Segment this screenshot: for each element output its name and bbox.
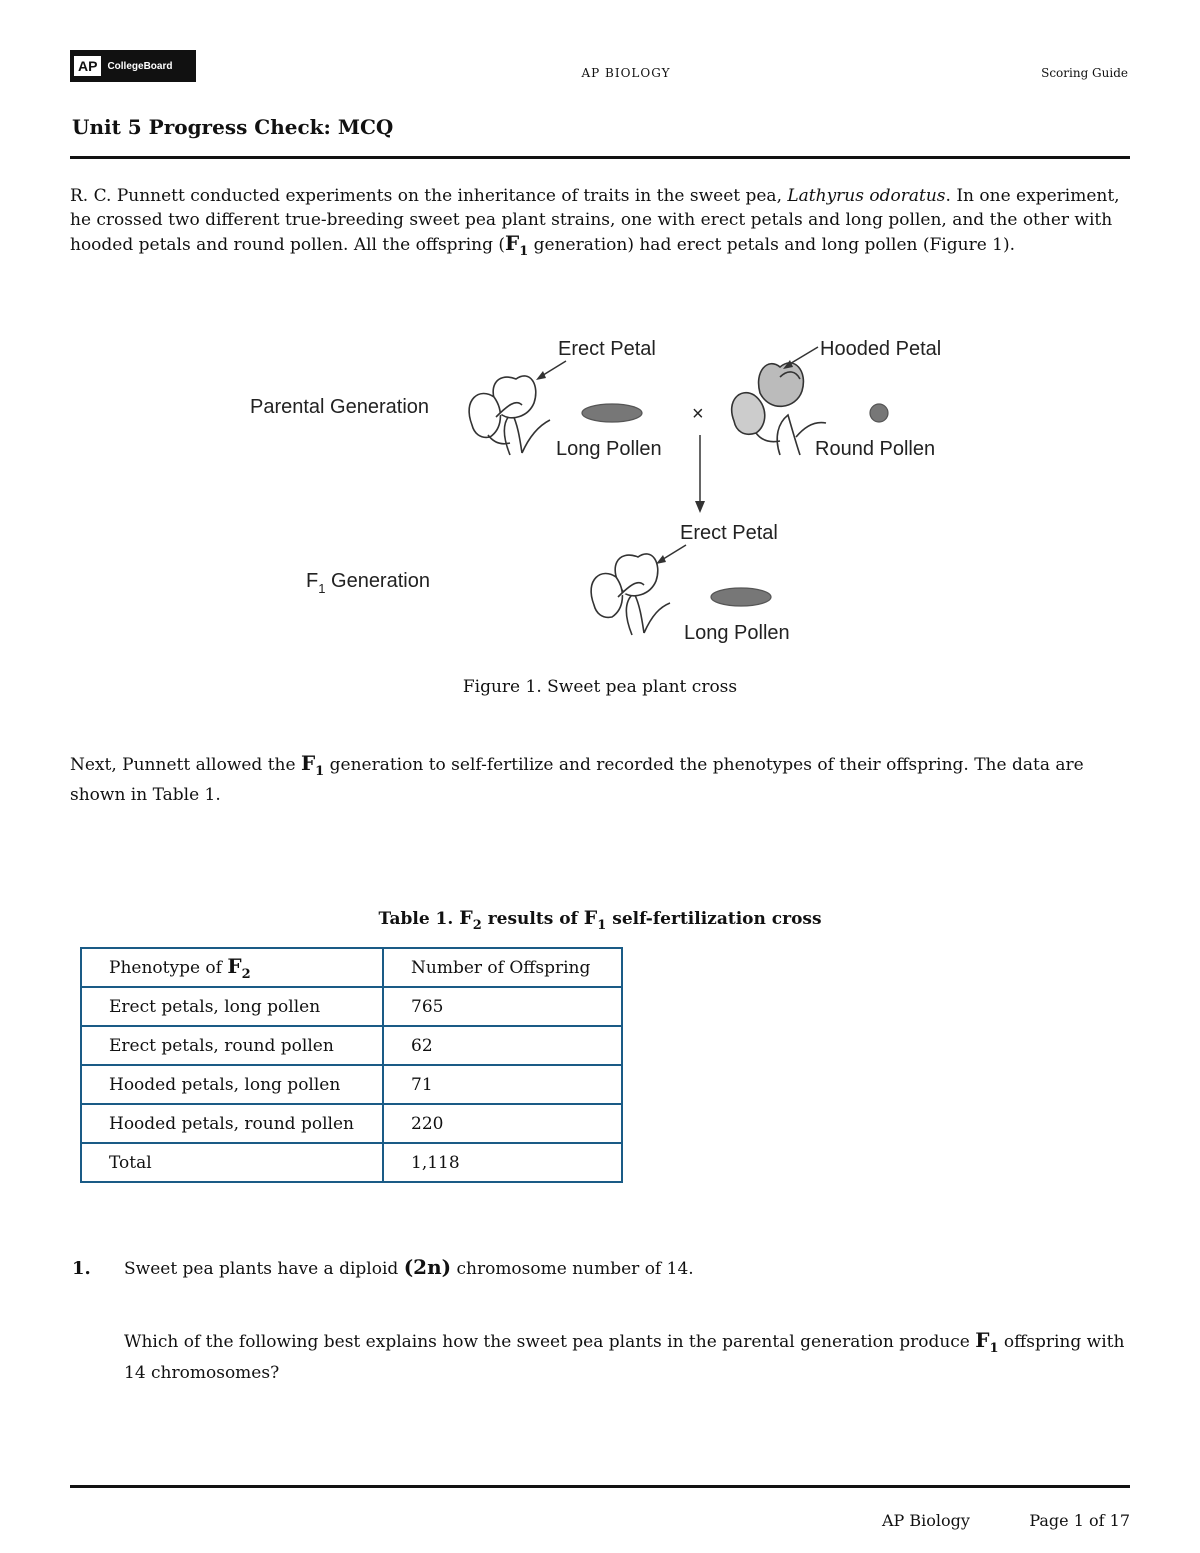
- table-caption: Table 1. $F_2$ results of $F_1$ self-fertilization cross: [378, 907, 822, 933]
- logo-collegeboard-text: CollegeBoard: [107, 60, 173, 72]
- long-pollen-icon: [582, 404, 642, 422]
- count-cell: 220: [383, 1104, 622, 1143]
- intro-text-2: . In one experiment, he crossed two different true-breeding sweet pea plant strains, one with erect petals and long pollen, and the other with hooded petals and round pollen. All the offspring (: [70, 186, 1120, 255]
- hooded-petal-label: Hooded Petal: [820, 338, 942, 360]
- f1-erect-flower-icon: [591, 554, 670, 635]
- phenotype-cell: Hooded petals, round pollen: [81, 1104, 383, 1143]
- round-pollen-icon: [870, 404, 888, 422]
- intro-paragraph: [70, 185, 1132, 264]
- footer-subject: AP Biology: [882, 1511, 970, 1530]
- f2-results-table: [80, 947, 623, 1183]
- header-count: Number of Offspring: [383, 948, 622, 987]
- phenotype-cell: Hooded petals, long pollen: [81, 1065, 383, 1104]
- next-text-1: Next, Punnett allowed the: [70, 755, 301, 775]
- cross-symbol: ×: [692, 403, 704, 425]
- parental-generation-label: Parental Generation: [250, 396, 430, 418]
- page-title: Unit 5 Progress Check: MCQ: [72, 115, 394, 139]
- footer-divider: [70, 1485, 1130, 1488]
- count-cell: 765: [383, 987, 622, 1026]
- figure-caption: Figure 1. Sweet pea plant cross: [462, 677, 738, 697]
- erect-petal-label-top: Erect Petal: [558, 338, 656, 360]
- question-number: 1.: [72, 1258, 91, 1279]
- erect-flower-icon: [469, 376, 550, 455]
- count-cell: 71: [383, 1065, 622, 1104]
- f2-symbol-caption: $F_2$: [459, 907, 482, 933]
- table-row: [81, 1104, 622, 1143]
- header-guide: Scoring Guide: [1041, 66, 1128, 80]
- question-prompt: Which of the following best explains how the sweet pea plants in the parental generation produce $F_1$ offspring with 14 chromosomes?: [124, 1328, 1125, 1383]
- f1-symbol-next: $F_1$: [300, 751, 325, 779]
- round-pollen-label: Round Pollen: [815, 438, 936, 460]
- phenotype-cell: Erect petals, long pollen: [81, 987, 383, 1026]
- header-subject: AP BIOLOGY: [581, 66, 671, 80]
- logo-ap-text: AP: [74, 56, 101, 76]
- question-stem: Sweet pea plants have a diploid (2n) chromosome number of 14.: [124, 1255, 694, 1279]
- header-divider: [70, 156, 1130, 159]
- table-row: [81, 1026, 622, 1065]
- long-pollen-label-f1: Long Pollen: [684, 622, 790, 644]
- long-pollen-label-top: Long Pollen: [556, 438, 662, 460]
- intro-text-1: R. C. Punnett conducted experiments on the inheritance of traits in the sweet pea,: [70, 186, 788, 206]
- hooded-flower-icon: [732, 363, 826, 455]
- table-total-row: [81, 1143, 622, 1182]
- next-text-2: generation to self-fertilize and recorded the phenotypes of their offspring. The data are shown in Table 1.: [70, 755, 1084, 805]
- total-count-cell: 1,118: [383, 1143, 622, 1182]
- species-name: Lathyrus odoratus: [787, 186, 946, 206]
- count-cell: 62: [383, 1026, 622, 1065]
- header-phenotype: Phenotype of $F_2$: [81, 948, 383, 987]
- table-header-row: [81, 948, 622, 987]
- f1-long-pollen-icon: [711, 588, 771, 606]
- page-number: Page 1 of 17: [1029, 1511, 1130, 1530]
- intro-text-3: generation) had erect petals and long pollen (Figure 1).: [528, 235, 1016, 255]
- phenotype-cell: Erect petals, round pollen: [81, 1026, 383, 1065]
- next-paragraph: [70, 752, 1132, 807]
- f1-symbol: $F_1$: [505, 231, 529, 259]
- erect-petal-label-f1: Erect Petal: [680, 522, 778, 544]
- diploid-2n-symbol: (2n): [403, 1255, 452, 1279]
- total-label-cell: Total: [81, 1143, 383, 1182]
- table-row: [81, 987, 622, 1026]
- f1-generation-label: $F_1$ Generation: [306, 570, 430, 596]
- f1-symbol-question: $F_1$: [975, 1328, 999, 1356]
- table-row: [81, 1065, 622, 1104]
- sweet-pea-cross-figure: [240, 325, 960, 655]
- f2-symbol-header: $F_2$: [227, 953, 251, 982]
- f1-symbol-caption: $F_1$: [583, 907, 607, 933]
